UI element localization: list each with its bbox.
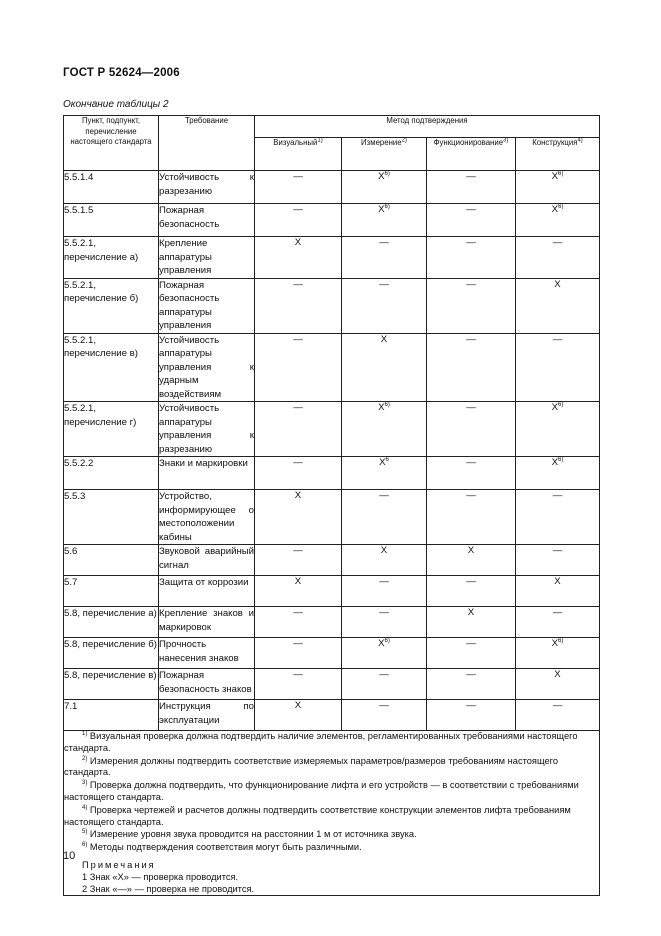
cell-requirement: Устойчивость аппаратуры управления к ударным воздействиям (159, 334, 254, 400)
table-row (64, 607, 600, 638)
footnote: $^{5)}$ Измерение уровня звука проводится на расстоянии 1 м от источника звука. (82, 829, 417, 840)
table-row (64, 333, 600, 402)
cell-point: 5.5.1.5 (64, 204, 159, 237)
cell-visual: — (255, 402, 342, 457)
cell-function: — (427, 669, 516, 700)
cell-visual: — (255, 333, 342, 402)
requirements-table (63, 115, 600, 896)
table-row (64, 490, 600, 545)
cell-point: 5.7 (64, 576, 159, 607)
cell-construct: Х (516, 669, 600, 700)
cell-requirement: Устойчивость аппаратуры управления к разрезанию (159, 403, 254, 455)
cell-measure: Х (342, 545, 427, 576)
cell-point: 5.8, перечисление а) (64, 607, 159, 638)
cell-measure: — (342, 490, 427, 545)
cell-point: 5.5.2.1, перечисление г) (64, 402, 159, 457)
cell-requirement: Пожарная безопасность аппаратуры управления (159, 278, 255, 333)
cell-function: Х (427, 545, 516, 576)
cell-function: — (427, 237, 516, 279)
cell-point: 5.8, перечисление в) (64, 669, 159, 700)
cell-function: — (427, 700, 516, 731)
cell-construct: $Х^{6)}$ (516, 204, 600, 237)
table-row (64, 402, 600, 457)
cell-function: — (427, 171, 516, 204)
cell-visual: — (255, 607, 342, 638)
table-row (64, 700, 600, 731)
cell-point: 5.5.2.1, перечисление б) (64, 278, 159, 333)
note-1: 1 Знак «Х» — проверка проводится. (82, 871, 239, 882)
footnote: $^{2)}$ Измерения должны подтвердить соответствие измеряемых параметров/размеров требованиям настоящего стандарта. (64, 755, 559, 778)
cell-function: Х (427, 607, 516, 638)
cell-construct: Х (516, 576, 600, 607)
cell-requirement: Крепление знаков и маркировок (159, 607, 255, 638)
header-construct: Конструкция$^{4)}$ (516, 138, 600, 171)
cell-construct: $Х^{6)}$ (516, 171, 600, 204)
cell-measure: — (342, 607, 427, 638)
cell-function: — (427, 278, 516, 333)
cell-construct: — (516, 545, 600, 576)
cell-measure: — (342, 237, 427, 279)
table-row (64, 457, 600, 490)
page-number: 10 (63, 850, 76, 862)
note-2: 2 Знак «—» — проверка не проводится. (82, 883, 255, 894)
cell-function: — (427, 402, 516, 457)
table-row (64, 171, 600, 204)
table-row (64, 204, 600, 237)
notes-heading: Примечания (82, 859, 156, 870)
cell-visual: — (255, 457, 342, 490)
cell-requirement: Устойчивость к разрезанию (159, 171, 255, 204)
cell-visual: — (255, 204, 342, 237)
cell-function: — (427, 490, 516, 545)
cell-construct: — (516, 700, 600, 731)
cell-measure: — (342, 278, 427, 333)
cell-requirement: Защита от коррозии (159, 576, 255, 607)
cell-measure: — (342, 700, 427, 731)
table-row (64, 576, 600, 607)
table-row (64, 278, 600, 333)
cell-point: 5.5.2.1, перечисление а) (64, 237, 159, 279)
cell-requirement: Звуковой аварийный сигнал (159, 545, 255, 576)
cell-function: — (427, 204, 516, 237)
cell-measure: $Х^{6)}$ (342, 402, 427, 457)
cell-construct: — (516, 237, 600, 279)
cell-requirement: Пожарная безопасность знаков (159, 669, 255, 700)
cell-requirement: Знаки и маркировки (159, 457, 255, 490)
cell-visual: — (255, 545, 342, 576)
document-title: ГОСТ Р 52624—2006 (63, 67, 180, 79)
header-method-group: Метод подтверждения (255, 116, 600, 138)
table-row (64, 638, 600, 669)
footnote: $^{3)}$ Проверка должна подтвердить, что функционирование лифта и его устройств — в соответствии с требованиями настоящего стандарта. (64, 780, 579, 802)
table-row (64, 669, 600, 700)
table-row (64, 237, 600, 279)
cell-measure: $Х^6$ (342, 457, 427, 490)
cell-function: — (427, 457, 516, 490)
cell-visual: — (255, 171, 342, 204)
cell-construct: $Х^{6)}$ (516, 402, 600, 457)
table-caption: Окончание таблицы 2 (63, 99, 169, 110)
cell-measure: — (342, 576, 427, 607)
footnote: $^{1)}$ Визуальная проверка должна подтвердить наличие элементов, регламентированных требованиями настоящего стандарта. (64, 730, 578, 753)
cell-measure: $Х^{6)}$ (342, 638, 427, 669)
cell-function: — (427, 333, 516, 402)
cell-measure: $Х^{6)}$ (342, 204, 427, 237)
cell-measure: $Х^{6)}$ (342, 171, 427, 204)
cell-construct: $Х^{6)}$ (516, 638, 600, 669)
cell-construct: — (516, 333, 600, 402)
cell-point: 5.5.2.2 (64, 457, 159, 490)
cell-requirement: Прочность нанесения знаков (159, 638, 255, 669)
cell-requirement: Устройство, информирующее о местоположении кабины (159, 491, 254, 543)
cell-measure: — (342, 669, 427, 700)
cell-construct: — (516, 490, 600, 545)
header-measure: Измерение$^{2)}$ (342, 138, 427, 171)
cell-point: 5.8, перечисление б) (64, 638, 159, 669)
header-point: Пункт, подпункт, перечисление настоящего стандарта (64, 116, 159, 171)
cell-construct: $Х^{6)}$ (516, 457, 600, 490)
table-notes (64, 731, 600, 896)
cell-visual: Х (255, 237, 342, 279)
table-row (64, 545, 600, 576)
footnote: $^{4)}$ Проверка чертежей и расчетов должны подтвердить соответствие конструкции элементов лифта требованиям настоящего стандарта. (64, 804, 571, 827)
cell-construct: — (516, 607, 600, 638)
header-visual: Визуальный$^{1)}$ (255, 138, 342, 171)
cell-construct: Х (516, 278, 600, 333)
cell-point: 5.5.3 (64, 490, 159, 545)
cell-point: 5.5.1.4 (64, 171, 159, 204)
cell-point: 5.6 (64, 545, 159, 576)
cell-visual: — (255, 669, 342, 700)
header-requirement: Требование (159, 116, 255, 171)
cell-visual: Х (255, 700, 342, 731)
cell-requirement: Инструкция по эксплуатации (159, 700, 255, 731)
cell-measure: Х (342, 333, 427, 402)
cell-visual: Х (255, 576, 342, 607)
header-function: Функционирование$^{3)}$ (427, 138, 516, 171)
cell-visual: — (255, 278, 342, 333)
cell-function: — (427, 638, 516, 669)
footnote: $^{6)}$ Методы подтверждения соответствия могут быть различными. (82, 842, 362, 853)
cell-visual: Х (255, 490, 342, 545)
cell-visual: — (255, 638, 342, 669)
cell-requirement: Пожарная безопасность (159, 204, 255, 237)
cell-point: 7.1 (64, 700, 159, 731)
cell-point: 5.5.2.1, перечисление в) (64, 333, 159, 402)
cell-requirement: Крепление аппаратуры управления (159, 237, 255, 279)
cell-function: — (427, 576, 516, 607)
